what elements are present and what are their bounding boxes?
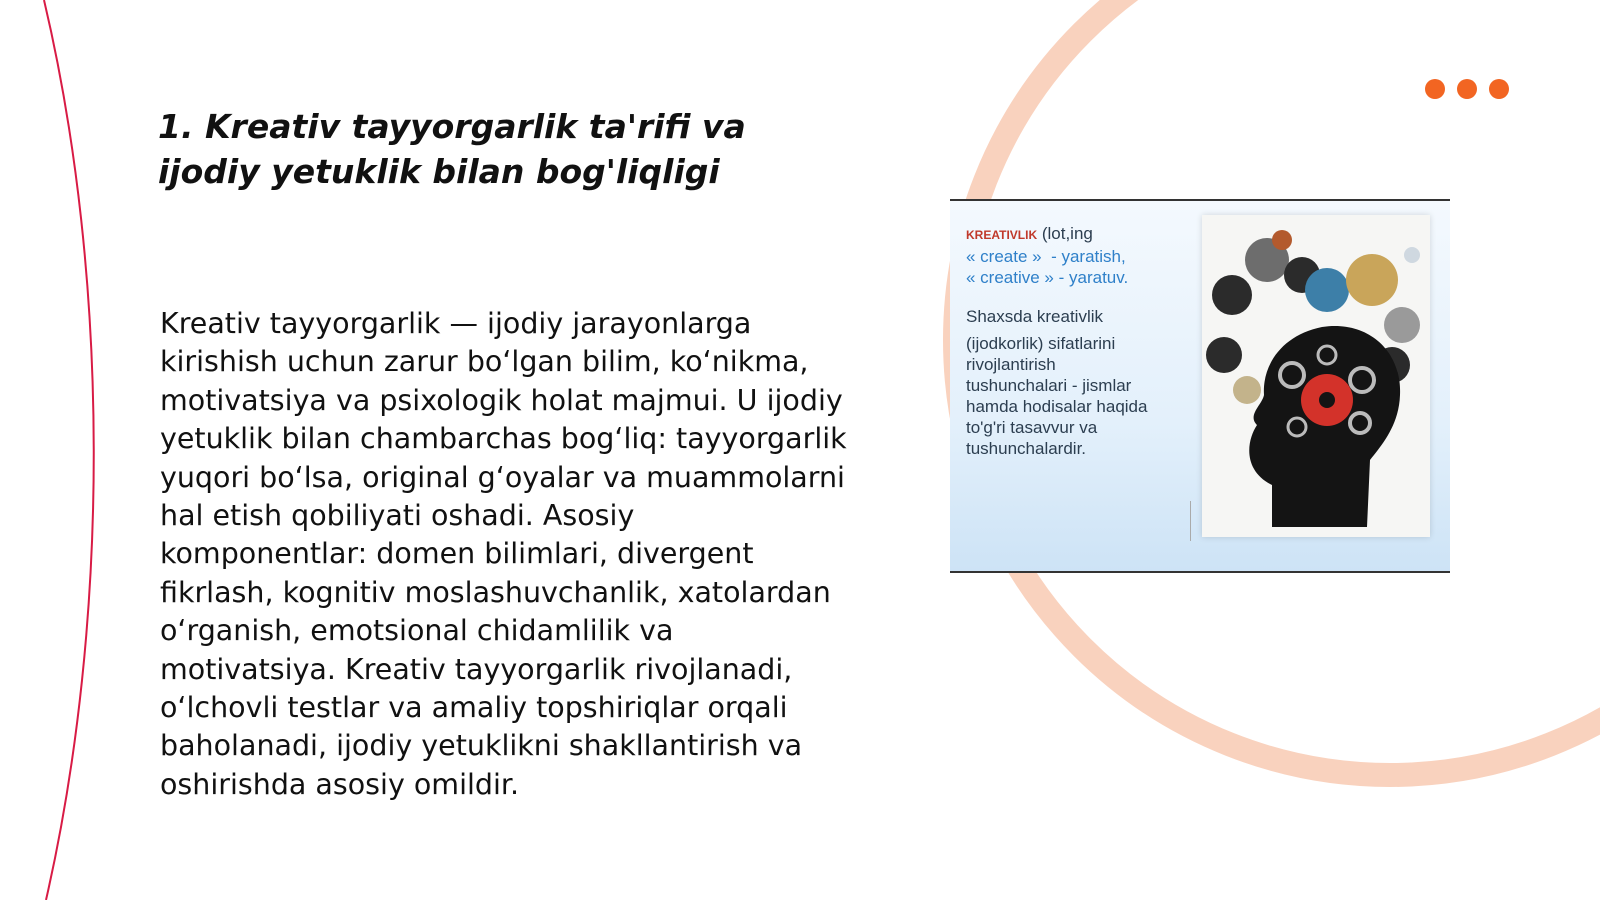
- slide-body-text: Kreativ tayyorgarlik — ijodiy jarayonlarga kirishish uchun zarur bo‘lgan bilim, ko‘nikma, motivatsiya va psixologik holat majmui. U ijodiy yetuklik bilan chambarchas bog‘liq: tayyorgarlik yuqori bo‘lsa, original g‘oyalar va muammolarni hal etish qobiliyati oshadi. Asosiy komponentlar: domen bilimlari, divergent fikrlash, kognitiv moslashuvchanlik, xatolardan o‘rganish, emotsional chidamlilik va motivatsiya. Kreativ tayyorgarlik rivojlanadi, o‘lchovli testlar va amaliy topshiriqlar orqali baholanadi, ijodiy yetuklikni shakllantirish va oshirishda asosiy omildir.: [160, 307, 847, 801]
- menu-dots: [1425, 79, 1509, 99]
- image-desc-line: tushunchalari - jismlar: [966, 376, 1132, 395]
- head-gears-illustration: [1202, 215, 1430, 537]
- image-desc-line: hamda hodisalar haqida: [966, 397, 1148, 416]
- red-curve-line: [44, 0, 94, 900]
- image-heading: Shaxsda kreativlik: [966, 307, 1104, 326]
- image-caption: [966, 223, 1196, 459]
- origin: (lot,ing: [1041, 224, 1093, 243]
- dot: [1457, 79, 1477, 99]
- image-divider: [1190, 501, 1191, 541]
- image-line-2: [966, 246, 1196, 267]
- image-desc-line: (ijodkorlik) sifatlarini: [966, 334, 1116, 353]
- def-creative: - yaratuv.: [1058, 268, 1129, 287]
- head-illustration-panel: [1202, 215, 1430, 537]
- dot: [1425, 79, 1445, 99]
- def-create: - yaratish,: [1051, 247, 1126, 266]
- term-creative: « creative »: [966, 268, 1054, 287]
- dot: [1489, 79, 1509, 99]
- term-create: « create »: [966, 247, 1042, 266]
- keyword: KREATIVLIK: [966, 228, 1038, 242]
- creativity-image: [950, 199, 1450, 573]
- image-desc-line: rivojlantirish: [966, 355, 1056, 374]
- image-desc-line: tushunchalardir.: [966, 439, 1087, 458]
- image-desc-line: to'g'ri tasavvur va: [966, 418, 1098, 437]
- slide-title: 1. Kreativ tayyorgarlik ta'rifi va ijodiy yetuklik bilan bog'liqligi: [158, 107, 746, 191]
- image-line-3: [966, 267, 1196, 288]
- image-line-1: [966, 223, 1196, 246]
